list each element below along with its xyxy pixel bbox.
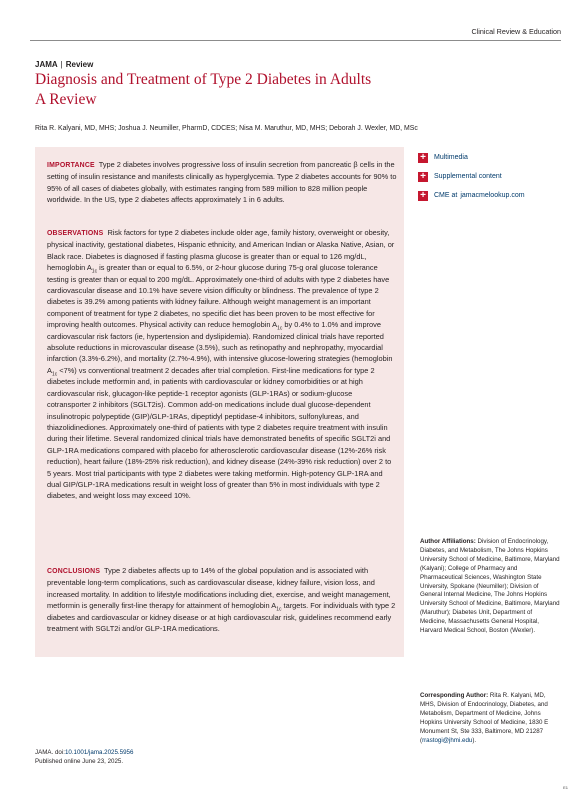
a1c-subscript: 1c [91,268,98,275]
observations-text-1: Risk factors for type 2 diabetes include older age, family history, overweight or obesity, physical inactivity, gestational diabetes, Hispanic ethnicity, and American Indian or Alaska Native, Asian, or Black race. Diabetes is diagnosed if fasting plasma glucose is greater than or equal to 126 mg/dL, hemoglobin A [47,228,395,273]
doi-line [35,748,133,757]
article-title: Diagnosis and Treatment of Type 2 Diabetes in Adults [35,71,372,88]
journal-line [35,60,93,69]
a1c-subscript: 1c [277,325,283,332]
abstract-observations [47,227,397,502]
corresponding-heading: Corresponding Author: [420,692,489,699]
cme-label: CME at [434,192,458,199]
article-subtitle: A Review [35,91,97,108]
page-number: E1 [563,785,568,790]
corresponding-text: Rita R. Kalyani, MD, MHS, Division of Endocrinology, Diabetes, and Metabolism, Department of Medicine, Johns Hopkins University School of Medicine, 1830 E Monument St, Ste 333, Baltimore, MD 21287 ( [420,692,549,744]
article-type: Review [65,60,94,69]
supplemental-content-link[interactable] [418,167,525,186]
observations-heading: OBSERVATIONS [47,230,104,237]
header-rule [30,40,561,41]
plus-icon: + [418,153,428,163]
affiliations-heading: Author Affiliations: [420,538,476,545]
abstract-conclusions [47,565,397,634]
journal-separator: | [60,60,63,69]
abstract-importance [47,159,397,206]
observations-text-3: by 0.4% to 1.0% and improve cardiovascular risk factors (ie, hypertension and dyslipidemia). Randomized clinical trials have reported absolute reductions in microvascular disease (3.5%), such as retinopathy and nephropathy, myocardial infarction (3.3%-6.2%), and mortality (2.7%-4.9%), with intensive glucose-lowering strategies (hemoglobin A [47,320,393,375]
plus-icon: + [418,191,428,201]
abstract-box [35,147,404,657]
conclusions-text-2: targets. For individuals with type 2 diabetes and cardiovascular or kidney disease or at high cardiovascular risk, guidelines recommend early treatment with SGLT2i and/or GLP-1RA medications. [47,601,396,634]
importance-text: Type 2 diabetes involves progressive loss of insulin secretion from pancreatic β cells in the setting of insulin resistance and manifests clinically as hyperglycemia. Type 2 diabetes accounts for 90% to 95% of all cases of diabetes globally, with estimates ranging from 589 million to 828 million people worldwide. In the US, type 2 diabetes affects approximately 1 in 6 adults. [47,160,397,205]
multimedia-link-text[interactable]: Multimedia [434,154,468,161]
author-affiliations [420,538,560,636]
supplemental-content-link-text[interactable]: Supplemental content [434,173,502,180]
corresponding-close: ). [472,736,477,744]
corresponding-email-link[interactable]: rrastogi@jhmi.edu [422,736,473,744]
author-list: Rita R. Kalyani, MD, MHS; Joshua J. Neumiller, PharmD, CDCES; Nisa M. Maruthur, MD, MHS; Deborah J. Wexler, MD, MSc [35,125,418,132]
observations-text-2: is greater than or equal to 6.5%, or 2-hour glucose during 75-g oral glucose tolerance testing is greater than or equal to 200 mg/dL. Approximately one-third of adults with type 2 diabetes have cardiovascular disease and 10.1% have severe vision difficulty or blindness. The prevalence of type 2 diabetes is 39.2% among patients with kidney failure. Although weight management is an important component of treatment for type 2 diabetes, no specific diet has been proven to be most effective for improving health outcomes. Physical activity can reduce hemoglobin A [47,263,390,330]
published-date: Published online June 23, 2025. [35,758,124,765]
importance-heading: IMPORTANCE [47,162,95,169]
doi-label: doi: [54,749,65,756]
affiliations-text: Division of Endocrinology, Diabetes, and Metabolism, The Johns Hopkins University School of Medicine, Baltimore, Maryland (Kalyani); College of Pharmacy and Pharmaceutical Sciences, Washington State University, Spokane (Neumiller); Division of General Internal Medicine, The Johns Hopkins University School of Medicine, Baltimore, Maryland (Maruthur); Diabetes Unit, Department of Medicine, Massachusetts General Hospital, Harvard Medical School, Boston (Wexler). [420,538,560,635]
cme-link[interactable] [418,186,525,205]
conclusions-heading: CONCLUSIONS [47,568,101,575]
cme-url[interactable]: jamacmelookup.com [460,192,525,199]
multimedia-link[interactable] [418,148,525,167]
conclusions-text-1: Type 2 diabetes affects up to 14% of the global population and is associated with preventable long-term complications, such as cardiovascular disease, kidney failure, vision loss, and increased mortality. In addition to lifestyle modifications including diet, exercise, and weight management, metformin is generally first-line therapy for attainment of hemoglobin A [47,566,391,611]
related-links [418,148,525,205]
observations-text-4: <7%) vs conventional treatment 2 decades after trial completion. First-line medications for type 2 diabetes include metformin and, in patients with cardiovascular or kidney comorbidities or at high cardiovascular risk, glucagon-like peptide-1 receptor agonists (GLP-1RAs) or sodium-glucose cotransporter 2 inhibitors (SGLT2is). Common add-on medications include dual glucose-dependent insulinotropic polypeptide (GIP)/GLP-1RAs, dipeptidyl peptidase-4 inhibitors, sulfonylureas, and thiazolidinediones. Approximately one-third of patients with type 2 diabetes require treatment with insulin during their lifetime. Several randomized clinical trials have demonstrated benefits of specific SGLT2i and GLP-1RA medications compared with placebo for atherosclerotic cardiovascular disease (12%-26% risk reduction), heart failure (18%-25% risk reduction), and kidney disease (24%-39% risk reduction) over 2 to 5 years. Most trial participants with type 2 diabetes were taking metformin. High-potency GLP-1RA and dual GIP/GLP-1RA medications result in weight loss of greater than 5% in most individuals with type 2 diabetes, and weight loss may exceed 10%. [47,365,392,501]
corresponding-author [420,692,560,745]
plus-icon: + [418,172,428,182]
doi-link[interactable]: 10.1001/jama.2025.5956 [64,749,134,756]
section-label: Clinical Review & Education [471,27,561,36]
citation-footer [35,748,133,766]
a1c-subscript: 1c [51,371,58,378]
journal-name: JAMA [35,60,58,69]
footer-journal: JAMA. [35,749,54,756]
a1c-subscript: 1c [276,606,282,613]
